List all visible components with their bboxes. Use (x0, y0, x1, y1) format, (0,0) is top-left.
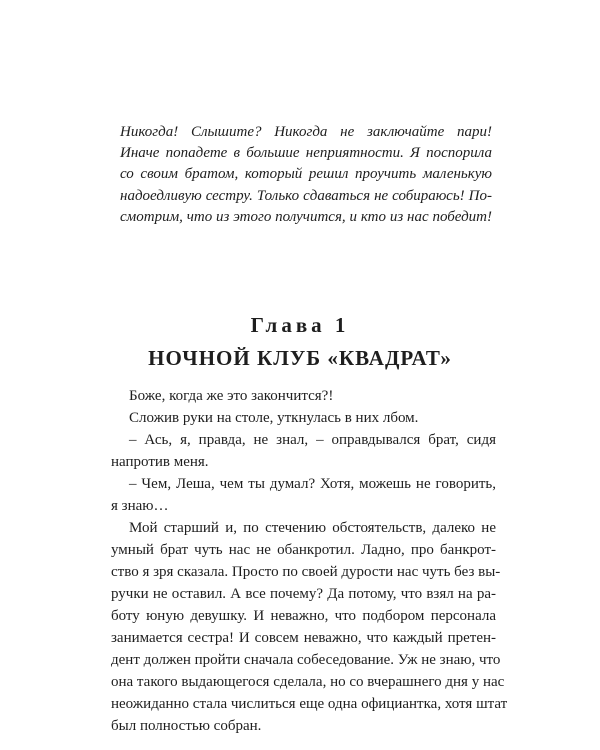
text-line: неожиданно стала числиться еще одна официантка, хотя штат (111, 696, 508, 712)
annotation-line: смотрим, что из этого получится, и кто из нас победит! (120, 208, 492, 225)
chapter-title: НОЧНОЙ КЛУБ «КВАДРАТ» (148, 346, 452, 370)
annotation-block (120, 122, 492, 228)
text-line: боту юную девушку. И неважно, что подбором персонала (111, 608, 496, 624)
text-line: я знаю… (111, 498, 169, 514)
text-line: умный брат чуть нас не обанкротил. Ладно, про банкрот- (111, 542, 496, 558)
text-line: ство я зря сказала. Просто по своей дурости нас чуть без вы- (111, 564, 501, 580)
chapter-label: Глава 1 (250, 313, 350, 337)
text-line: – Чем, Леша, чем ты думал? Хотя, можешь не говорить, (129, 476, 496, 492)
annotation-line: Иначе попадете в большие неприятности. Я поспорила (120, 145, 492, 162)
text-line: напротив меня. (111, 454, 209, 470)
chapter-text (111, 385, 508, 737)
annotation-line: Никогда! Слышите? Никогда не заключайте пари! (120, 124, 492, 140)
text-line: Сложив руки на столе, уткнулась в них лбом. (129, 410, 419, 426)
text-line: ручки не оставил. А все почему? Да потому, что взял на ра- (111, 586, 496, 602)
text-line: – Ась, я, правда, не знал, – оправдывался брат, сидя (129, 432, 496, 448)
text-line: занимается сестра! И совсем неважно, что каждый претен- (111, 630, 496, 646)
annotation-line: со своим братом, который решил проучить маленькую (120, 166, 492, 183)
text-line: дент должен пройти сначала собеседование. Уж не знаю, что (111, 652, 501, 668)
text-line: она такого выдающегося сделала, но со вчерашнего дня у нас (111, 674, 505, 690)
text-line: Боже, когда же это закончится?! (129, 388, 334, 404)
annotation-line: надоедливую сестру. Только сдаваться не собираюсь! По- (120, 187, 492, 204)
text-line: Мой старший и, по стечению обстоятельств, далеко не (129, 520, 496, 536)
text-line: был полностью собран. (111, 718, 262, 734)
